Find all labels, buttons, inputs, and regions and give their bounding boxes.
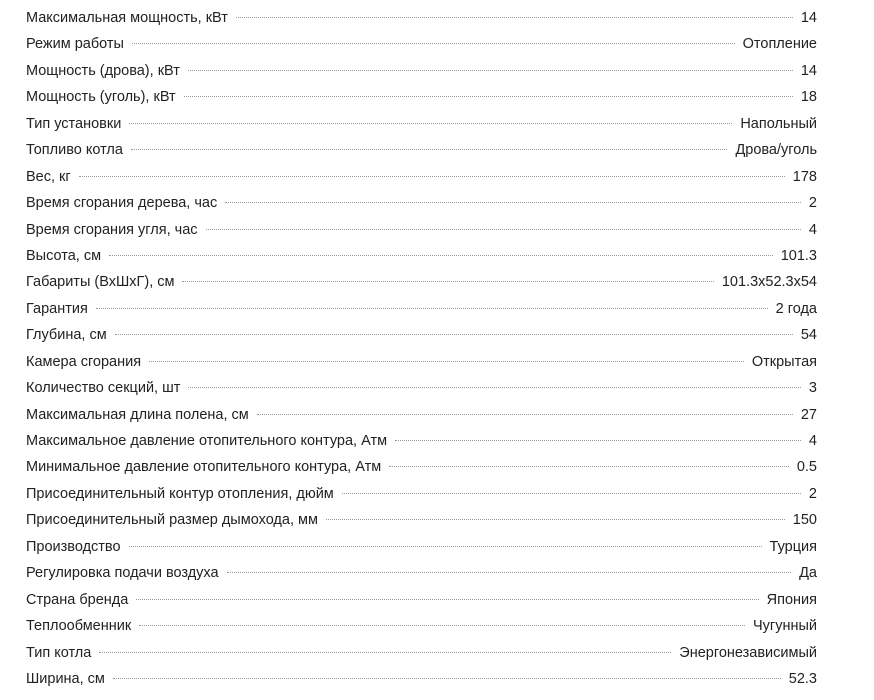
- dotted-leader: [236, 17, 793, 18]
- spec-row: [26, 137, 817, 163]
- spec-value: 14: [800, 10, 817, 26]
- dotted-leader: [115, 334, 793, 335]
- spec-value: Энергонезависимый: [679, 644, 817, 661]
- spec-name: Камера сгорания: [26, 353, 142, 370]
- spec-value: Да: [799, 565, 817, 582]
- dotted-leader: [132, 43, 735, 44]
- spec-name: Присоединительный размер дымохода, мм: [26, 512, 318, 529]
- spec-name: Гарантия: [26, 300, 88, 317]
- spec-value: 27: [800, 406, 817, 423]
- spec-value: Чугунный: [753, 618, 817, 635]
- spec-row: [26, 31, 817, 57]
- spec-value: Япония: [766, 591, 817, 608]
- spec-value: 178: [792, 168, 817, 185]
- spec-name: Время сгорания дерева, час: [26, 195, 218, 212]
- dotted-leader: [188, 387, 801, 388]
- dotted-leader: [139, 625, 745, 626]
- spec-value: 0.5: [796, 459, 817, 476]
- spec-name: Присоединительный контур отопления, дюйм: [26, 485, 334, 502]
- spec-name: Время сгорания угля, час: [26, 221, 198, 238]
- spec-name: Высота, см: [26, 247, 102, 264]
- dotted-leader: [149, 361, 744, 362]
- spec-name: Топливо котла: [26, 142, 123, 159]
- dotted-leader: [188, 70, 793, 71]
- spec-name: Максимальная мощность, кВт: [26, 10, 228, 26]
- spec-name: Теплообменник: [26, 618, 132, 635]
- spec-row: [26, 269, 817, 295]
- spec-row: [26, 349, 817, 375]
- dotted-leader: [131, 149, 728, 150]
- spec-name: Мощность (дрова), кВт: [26, 62, 180, 79]
- spec-value: 2: [808, 485, 817, 502]
- spec-row: [26, 454, 817, 480]
- spec-value: 14: [800, 62, 817, 79]
- dotted-leader: [129, 123, 732, 124]
- spec-name: Ширина, см: [26, 670, 105, 687]
- spec-row: [26, 666, 817, 692]
- dotted-leader: [184, 96, 793, 97]
- spec-row: [26, 5, 817, 31]
- spec-value: 2 года: [775, 300, 817, 317]
- spec-row: [26, 164, 817, 190]
- spec-value: 2: [808, 195, 817, 212]
- spec-row: [26, 613, 817, 639]
- spec-name: Вес, кг: [26, 168, 71, 185]
- spec-value: 4: [808, 433, 817, 449]
- dotted-leader: [389, 466, 789, 467]
- spec-value: 54: [800, 327, 817, 344]
- spec-value: Открытая: [751, 353, 817, 370]
- spec-value: 4: [808, 221, 817, 238]
- spec-name: Максимальная длина полена, см: [26, 406, 249, 423]
- spec-row: [26, 587, 817, 613]
- spec-name: Тип установки: [26, 115, 122, 132]
- spec-row: [26, 375, 817, 401]
- dotted-leader: [395, 440, 801, 441]
- spec-row: [26, 428, 817, 454]
- spec-name: Габариты (ВхШхГ), см: [26, 274, 175, 291]
- spec-name: Производство: [26, 538, 121, 555]
- spec-name: Страна бренда: [26, 591, 129, 608]
- spec-row: [26, 481, 817, 507]
- dotted-leader: [113, 678, 781, 679]
- dotted-leader: [99, 652, 671, 653]
- spec-row: [26, 243, 817, 269]
- spec-row: [26, 534, 817, 560]
- spec-row: [26, 84, 817, 110]
- spec-name: Тип котла: [26, 644, 92, 661]
- spec-name: Максимальное давление отопительного контура, Атм: [26, 433, 388, 449]
- dotted-leader: [257, 414, 793, 415]
- spec-row: [26, 322, 817, 348]
- dotted-leader: [227, 572, 792, 573]
- dotted-leader: [342, 493, 801, 494]
- spec-name: Режим работы: [26, 36, 124, 53]
- spec-name: Количество секций, шт: [26, 380, 181, 397]
- dotted-leader: [109, 255, 773, 256]
- spec-value: 101.3: [780, 247, 817, 264]
- spec-value: Турция: [769, 538, 817, 555]
- spec-row: [26, 640, 817, 666]
- spec-name: Мощность (уголь), кВт: [26, 89, 176, 106]
- spec-row: [26, 296, 817, 322]
- spec-value: 150: [792, 512, 817, 529]
- spec-value: 101.3x52.3x54: [721, 274, 817, 291]
- dotted-leader: [182, 281, 713, 282]
- spec-value: Напольный: [740, 115, 817, 132]
- spec-value: 3: [808, 380, 817, 397]
- spec-name: Минимальное давление отопительного контура, Атм: [26, 459, 382, 476]
- spec-row: [26, 58, 817, 84]
- spec-row: [26, 402, 817, 428]
- spec-row: [26, 560, 817, 586]
- spec-row: [26, 111, 817, 137]
- dotted-leader: [206, 229, 801, 230]
- dotted-leader: [96, 308, 768, 309]
- spec-value: 18: [800, 89, 817, 106]
- spec-value: Дрова/уголь: [735, 142, 817, 159]
- dotted-leader: [129, 546, 762, 547]
- dotted-leader: [136, 599, 758, 600]
- spec-row: [26, 507, 817, 533]
- spec-row: [26, 190, 817, 216]
- dotted-leader: [225, 202, 801, 203]
- spec-value: 52.3: [788, 670, 817, 687]
- dotted-leader: [79, 176, 785, 177]
- spec-name: Регулировка подачи воздуха: [26, 565, 219, 582]
- dotted-leader: [326, 519, 785, 520]
- specs-list: [26, 5, 817, 692]
- spec-value: Отопление: [742, 36, 817, 53]
- spec-name: Глубина, см: [26, 327, 107, 344]
- spec-row: [26, 217, 817, 243]
